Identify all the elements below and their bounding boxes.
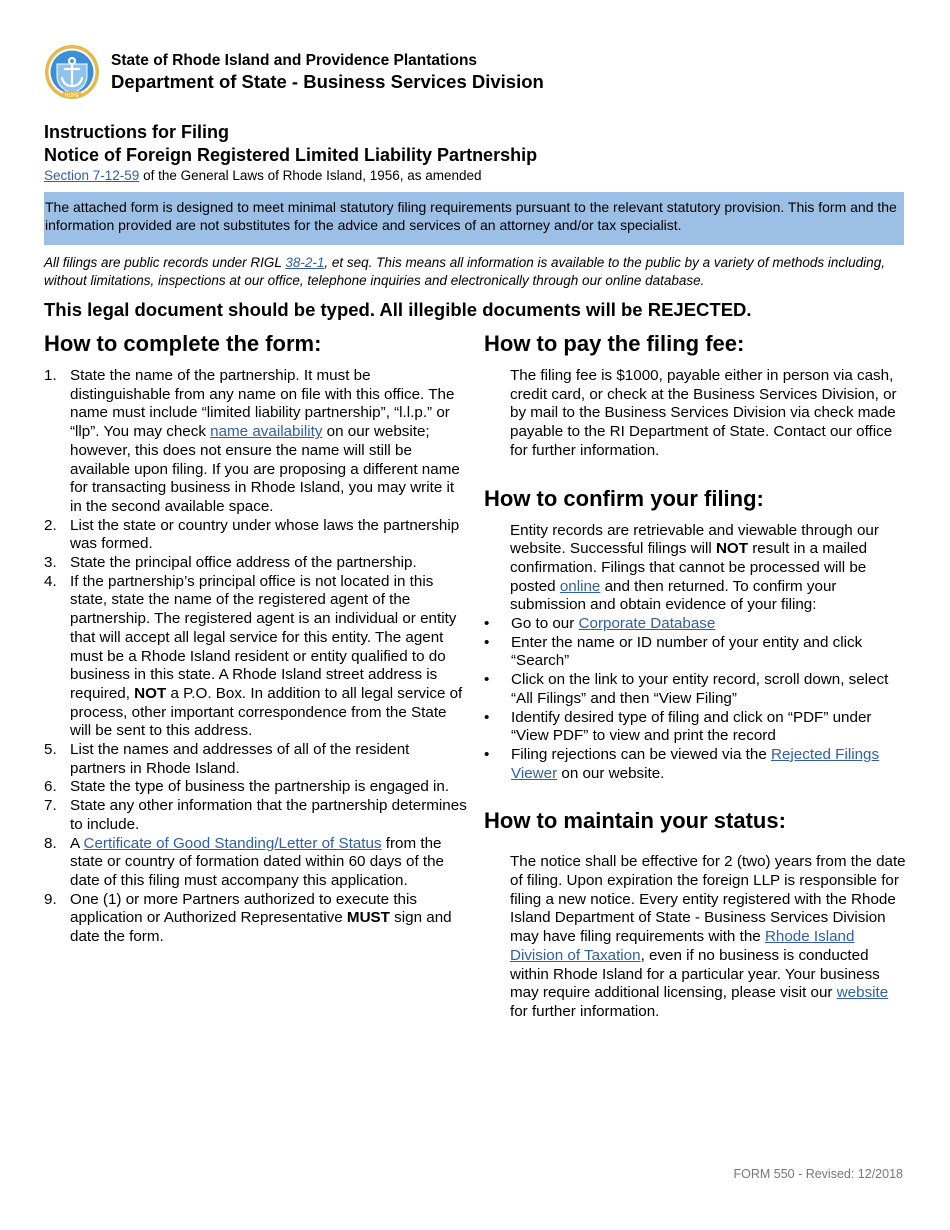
list-item: • Filing rejections can be viewed via the Rejected Filings Viewer on our website. [484,745,880,782]
document-titles [44,121,904,184]
statute-link[interactable]: Section 7-12-59 [44,168,140,183]
complete-heading: How to complete the form: [44,331,322,356]
state-seal-anchor-icon [44,44,100,100]
list-item: • Click on the link to your entity record, scroll down, select “All Filings” and then “View Filing” [484,671,889,707]
list-item: 4. If the partnership’s principal office is not located in this state, state the name of the registered agent of the partnership. The registered agent is an individual or entity that will accept all legal service for this entity. The agent must be a Rhode Island resident or entity qualified to do business in this state. A Rhode Island street address is required, NOT a P.O. Box. In addition to all legal service of process, other important correspondence from the State will be sent to this address. [44,572,463,740]
good-standing-link[interactable]: Certificate of Good Standing/Letter of Status [83,834,382,852]
department-name: Department of State - Business Services Division [111,71,544,92]
list-item: 1. State the name of the partnership. It must be distinguishable from any name on file with this office. The name must include “limited liability partnership”, “l.l.p.” or “llp”. You may check name availability on our website; however, this does not ensure the name will still be available upon filing. If you are proposing a different name for transacting business in Rhode Island, you may write it in the second available space. [44,367,460,515]
disclaimer-banner: The attached form is designed to meet minimal statutory filing requirements pursuant to the relevant statutory provision. This form and the information provided are not substitutes for the advice and services of an attorney and/or tax specialist. [44,192,904,245]
list-item: 7. State any other information that the partnership determines to include. [44,797,467,833]
pay-heading: How to pay the filing fee: [484,331,745,356]
instructions-title: Instructions for Filing [44,122,229,142]
taxation-link[interactable]: Rhode Island Division of Taxation [510,928,855,964]
state-name: State of Rhode Island and Providence Plantations [111,52,478,69]
confirm-heading: How to confirm your filing: [484,485,764,511]
letterhead [44,44,904,100]
list-item: 9. One (1) or more Partners authorized to execute this application or Authorized Representative MUST sign and date the form. [44,890,452,946]
name-availability-link[interactable]: name availability [210,423,323,441]
list-item: 5. List the names and addresses of all of the resident partners in Rhode Island. [44,741,410,777]
list-item: • Go to our Corporate Database [484,615,716,633]
list-item: • Enter the name or ID number of your entity and click “Search” [484,633,863,670]
public-records-notice: All filings are public records under RIGL 38-2-1, et seq. This means all information is available to the public by a variety of methods including, without limitations, inspections at our office, telephone inquiries and electronically through our online database. [44,255,885,288]
form-title: Notice of Foreign Registered Limited Liability Partnership [44,145,538,165]
list-item: 2. List the state or country under whose laws the partnership was formed. [44,516,460,553]
list-item: 8. A Certificate of Good Standing/Letter of Status from the state or country of formation dated within 60 days of the date of this filing must accompany this application. [44,834,444,889]
steps-list [44,367,469,947]
corporate-database-link[interactable]: Corporate Database [578,615,716,633]
maintain-text: The notice shall be effective for 2 (two) years from the date of filing. Upon expiration the foreign LLP is responsible for filing a new notice. Every entity registered with the Rhode Island Department of State - Business Services Division may have filing requirements with the Rhode Island Division of Taxation, even if no business is conducted within Rhode Island for a particular year. Your business may require additional licensing, please visit our website for further information. [510,853,906,1020]
pay-text: The filing fee is $1000, payable either in person via cash, credit card, or check at the Business Services Division, or by mail to the Business Services Division via check made payable to the RI Department of State. Contact our office for further information. [510,367,897,459]
seal-motto: HOPE [64,93,80,99]
online-link[interactable]: online [559,577,601,595]
typed-warning: This legal document should be typed. All illegible documents will be REJECTED. [44,299,752,320]
complete-section [44,330,469,947]
statute-reference: Section 7-12-59 of the General Laws of Rhode Island, 1956, as amended [44,168,482,183]
list-item: 6. State the type of business the partnership is engaged in. [44,778,450,796]
confirm-steps [484,615,909,783]
form-revision-footer: FORM 550 - Revised: 12/2018 [733,1167,903,1181]
website-link[interactable]: website [836,984,889,1002]
list-item: 3. State the principal office address of the partnership. [44,554,417,572]
confirm-text: Entity records are retrievable and viewable through our website. Successful filings will NOT result in a mailed confirmation. Filings that cannot be processed will be posted online and then returned. To confirm your submission and obtain evidence of your filing: [510,521,879,614]
list-item: • Identify desired type of filing and click on “PDF” under “View PDF” to view and print the record [484,708,872,745]
maintain-heading: How to maintain your status: [484,808,786,834]
right-column [484,330,909,1022]
rigl-link[interactable]: 38-2-1 [285,255,325,270]
rejected-filings-viewer-link[interactable]: Rejected Filings Viewer [511,745,880,782]
